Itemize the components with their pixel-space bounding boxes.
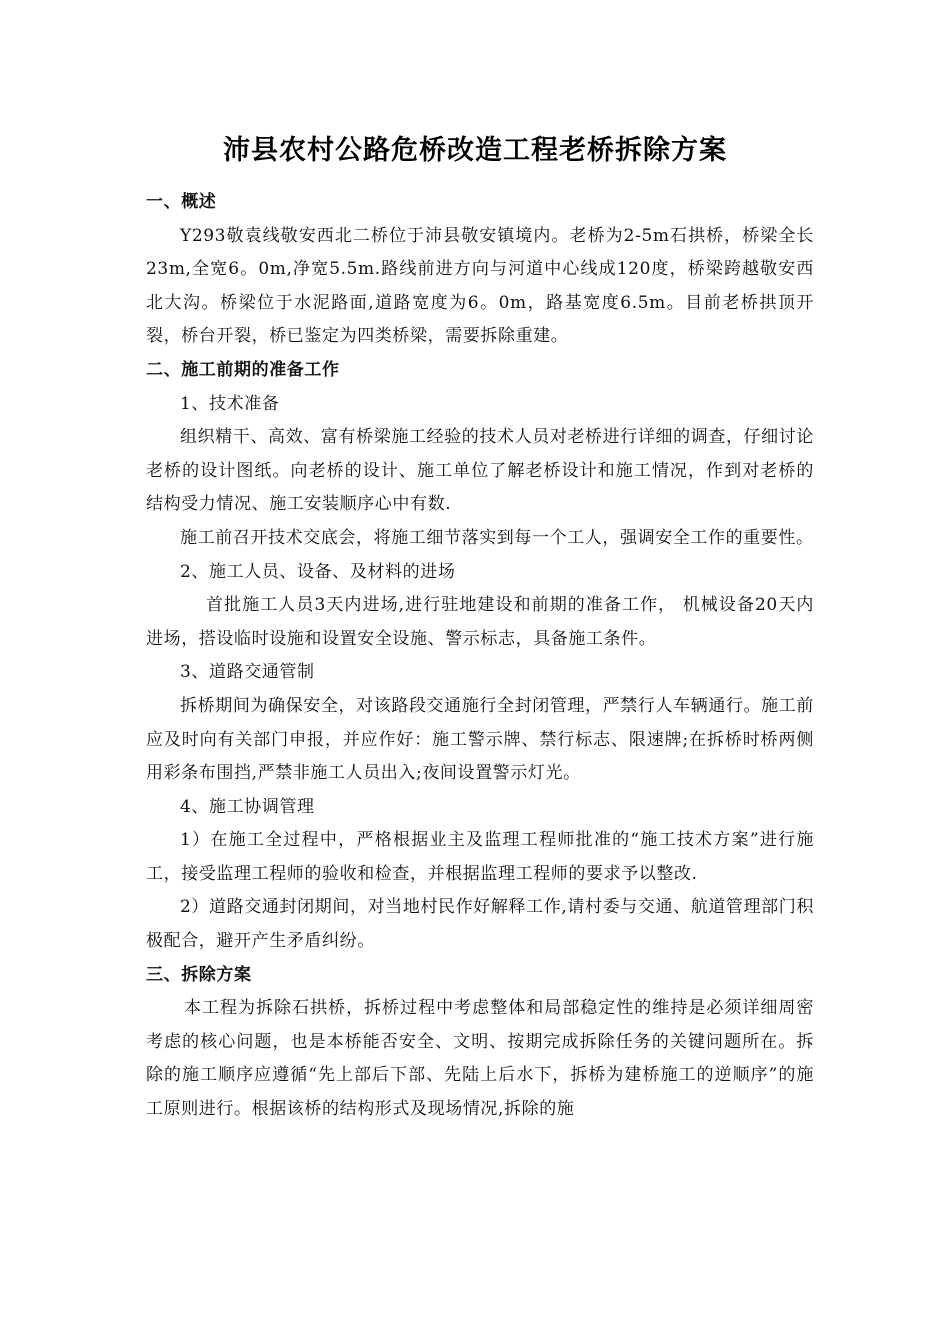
tech-prep-paragraph-1: 组织精干、高效、富有桥梁施工经验的技术人员对老桥进行详细的调查，仔细讨论老桥的设计图纸。向老桥的设计、施工单位了解老桥设计和施工情况，作到对老桥的结构受力情况、施工安装顺序心中有数. (146, 427, 814, 515)
staff-entry-paragraph: 首批施工人员3天内进场,进行驻地建设和前期的准备工作， 机械设备20天内进场，搭设临时设施和设置安全设施、警示标志，具备施工条件。 (146, 595, 814, 649)
overview-paragraph: Y293敬袁线敬安西北二桥位于沛县敬安镇境内。老桥为2-5m石拱桥，桥梁全长23m,全宽6。0m,净宽5.5m.路线前进方向与河道中心线成120度，桥梁跨越敬安西北大沟。桥梁位于水泥路面,道路宽度为6。0m，路基宽度6.5m。目前老桥拱顶开裂，桥台开裂，桥已鉴定为四类桥梁，需要拆除重建。 (146, 225, 814, 347)
subheading-traffic-control: 3、道路交通管制 (180, 662, 315, 683)
section-heading-overview: 一、概述 (146, 192, 217, 212)
coordination-paragraph-2: 2）道路交通封闭期间，对当地村民作好解释工作,请村委与交通、航道管理部门积极配合，避开产生矛盾纠纷。 (146, 897, 814, 952)
subheading-tech-prep: 1、技术准备 (180, 393, 280, 414)
traffic-control-paragraph: 拆桥期间为确保安全，对该路段交通施行全封闭管理，严禁行人车辆通行。施工前应及时向有关部门申报，并应作好：施工警示牌、禁行标志、限速牌;在拆桥时桥两侧用彩条布围挡,严禁非施工人员出入;夜间设置警示灯光。 (146, 695, 814, 784)
subheading-coordination: 4、施工协调管理 (180, 796, 315, 817)
subheading-staff-entry: 2、施工人员、设备、及材料的进场 (180, 561, 456, 582)
section-heading-preparation: 二、施工前期的准备工作 (146, 359, 340, 380)
section-heading-demolition: 三、拆除方案 (146, 964, 252, 985)
document-body (146, 186, 814, 1127)
tech-prep-paragraph-2: 施工前召开技术交底会，将施工细节落实到每一个工人，强调安全工作的重要性。 (180, 527, 814, 548)
document-title: 沛县农村公路危桥改造工程老桥拆除方案 (223, 135, 727, 166)
demolition-paragraph: 本工程为拆除石拱桥，拆桥过程中考虑整体和局部稳定性的维持是必须详细周密考虑的核心问题，也是本桥能否安全、文明、按期完成拆除任务的关键问题所在。拆除的施工顺序应遵循“先上部后下部、先陆上后水下，拆桥为建桥施工的逆顺序”的施工原则进行。根据该桥的结构形式及现场情况,拆除的施 (146, 998, 814, 1120)
coordination-paragraph-1: 1）在施工全过程中，严格根据业主及监理工程师批准的“施工技术方案”进行施工，接受监理工程师的验收和检查，并根据监理工程师的要求予以整改. (146, 830, 814, 884)
